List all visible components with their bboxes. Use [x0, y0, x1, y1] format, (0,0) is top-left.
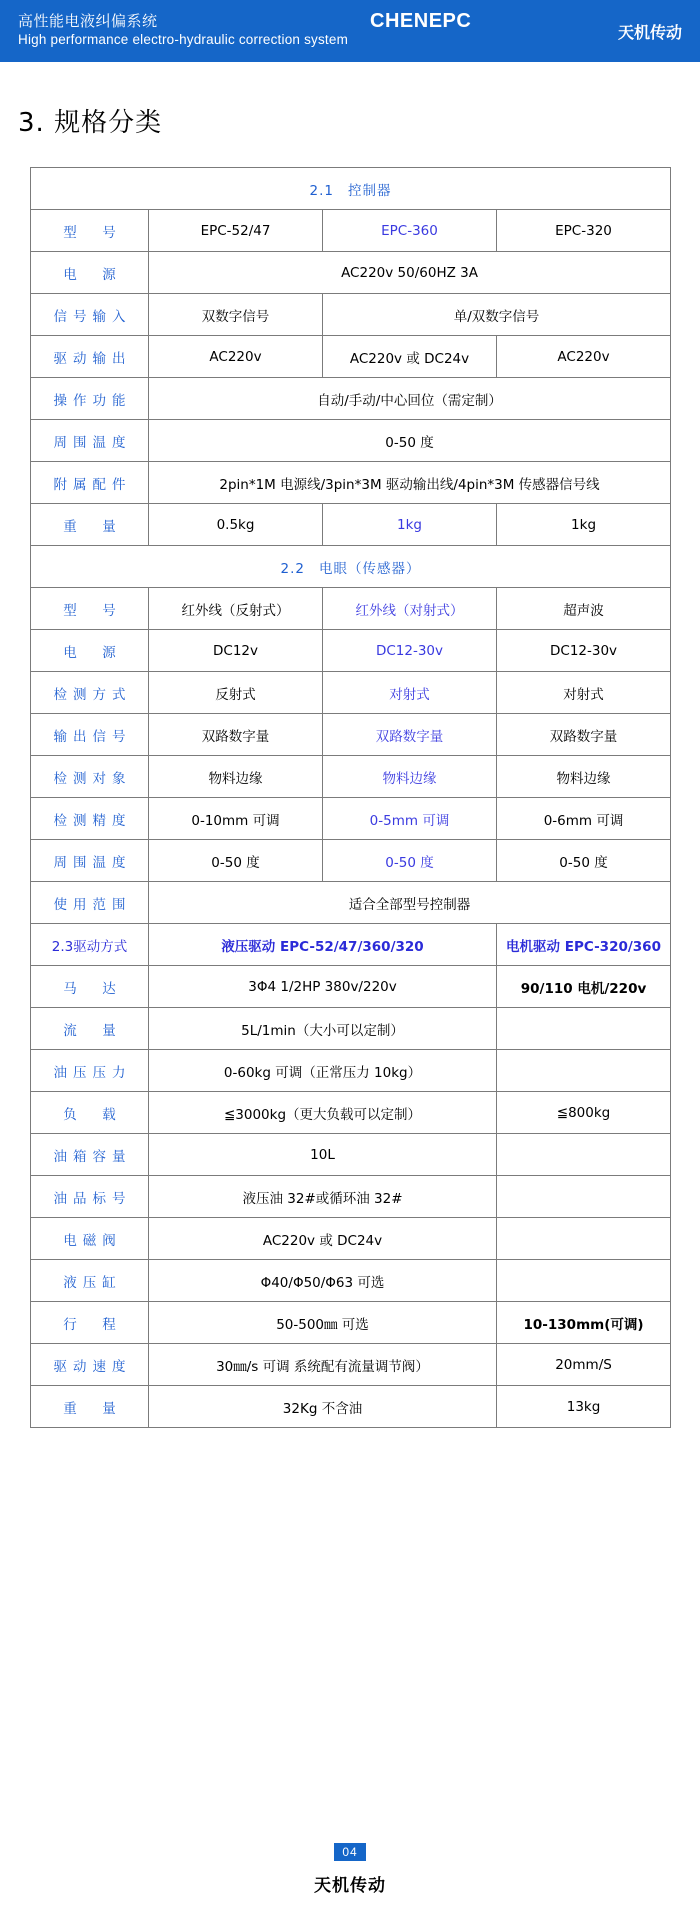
row-label: 流 量 — [31, 1008, 149, 1050]
table-row — [31, 1260, 671, 1302]
cell-value: 0-50 度 — [149, 840, 323, 882]
drive-column-motor: 电机驱动 EPC-320/360 — [497, 924, 671, 966]
cell-value: 红外线（对射式） — [323, 588, 497, 630]
cell-value: 双数字信号 — [149, 294, 323, 336]
cell-value: 双路数字量 — [323, 714, 497, 756]
cell-value: ≦3000kg（更大负载可以定制） — [149, 1092, 497, 1134]
cell-value: 适合全部型号控制器 — [149, 882, 671, 924]
row-label: 信号输入 — [31, 294, 149, 336]
table-row — [31, 840, 671, 882]
row-label: 油箱容量 — [31, 1134, 149, 1176]
cell-value: 13kg — [497, 1386, 671, 1428]
cell-value: 2pin*1M 电源线/3pin*3M 驱动输出线/4pin*3M 传感器信号线 — [149, 462, 671, 504]
spec-table-wrapper — [30, 167, 670, 1428]
table-row — [31, 1092, 671, 1134]
header-title-en: High performance electro-hydraulic correction system — [18, 31, 349, 47]
row-label: 使用范围 — [31, 882, 149, 924]
row-label: 驱动输出 — [31, 336, 149, 378]
cell-value: 1kg — [497, 504, 671, 546]
row-label: 操作功能 — [31, 378, 149, 420]
row-label: 检测对象 — [31, 756, 149, 798]
cell-value: 单/双数字信号 — [323, 294, 671, 336]
cell-value: 5L/1min（大小可以定制） — [149, 1008, 497, 1050]
cell-value: 20mm/S — [497, 1344, 671, 1386]
cell-value: 物料边缘 — [497, 756, 671, 798]
table-row — [31, 966, 671, 1008]
row-label: 输出信号 — [31, 714, 149, 756]
cell-value: 1kg — [323, 504, 497, 546]
row-label: 电磁阀 — [31, 1218, 149, 1260]
table-row — [31, 462, 671, 504]
header-company-name: 天机传动 — [617, 24, 682, 42]
row-label: 检测精度 — [31, 798, 149, 840]
table-row — [31, 336, 671, 378]
table-row — [31, 378, 671, 420]
cell-value — [497, 1134, 671, 1176]
cell-value: 0-50 度 — [497, 840, 671, 882]
row-label: 重 量 — [31, 504, 149, 546]
row-label: 电 源 — [31, 252, 149, 294]
cell-value: ≦800kg — [497, 1092, 671, 1134]
row-label: 重 量 — [31, 1386, 149, 1428]
table-row — [31, 1134, 671, 1176]
table-row — [31, 210, 671, 252]
group-header-controller — [31, 168, 671, 210]
cell-value — [497, 1260, 671, 1302]
header-title-cn: 高性能电液纠偏系统 — [18, 13, 158, 31]
table-row — [31, 798, 671, 840]
cell-value: 0-5mm 可调 — [323, 798, 497, 840]
table-row — [31, 630, 671, 672]
cell-value: 0-6mm 可调 — [497, 798, 671, 840]
footer-brand: 天机传动 — [314, 1876, 386, 1895]
cell-value: 30㎜/s 可调 系统配有流量调节阀） — [149, 1344, 497, 1386]
page-header — [0, 0, 700, 62]
row-label: 附属配件 — [31, 462, 149, 504]
cell-value: AC220v — [149, 336, 323, 378]
cell-value: EPC-320 — [497, 210, 671, 252]
row-label: 电 源 — [31, 630, 149, 672]
row-label: 检测方式 — [31, 672, 149, 714]
row-label: 油压压力 — [31, 1050, 149, 1092]
table-row — [31, 1008, 671, 1050]
cell-value: 双路数字量 — [149, 714, 323, 756]
cell-value: 32Kg 不含油 — [149, 1386, 497, 1428]
specification-table — [30, 167, 671, 1428]
group-header-drive — [31, 924, 149, 966]
drive-column-hydraulic: 液压驱动 EPC-52/47/360/320 — [149, 924, 497, 966]
cell-value: 10-130mm(可调) — [497, 1302, 671, 1344]
cell-value: 物料边缘 — [323, 756, 497, 798]
group-header-sensor — [31, 546, 671, 588]
table-row — [31, 420, 671, 462]
row-label: 周围温度 — [31, 420, 149, 462]
cell-value: AC220v 或 DC24v — [323, 336, 497, 378]
cell-value — [497, 1176, 671, 1218]
cell-value: AC220v 50/60HZ 3A — [149, 252, 671, 294]
cell-value: 对射式 — [323, 672, 497, 714]
table-row — [31, 714, 671, 756]
cell-value: EPC-52/47 — [149, 210, 323, 252]
cell-value: 0-10mm 可调 — [149, 798, 323, 840]
table-row — [31, 672, 671, 714]
header-brand-logo: CHENEPC — [370, 10, 472, 32]
cell-value: 10L — [149, 1134, 497, 1176]
cell-value: 0.5kg — [149, 504, 323, 546]
cell-value: 0-50 度 — [323, 840, 497, 882]
page-number-badge: 04 — [334, 1843, 365, 1861]
cell-value: Φ40/Φ50/Φ63 可选 — [149, 1260, 497, 1302]
cell-value: 0-60kg 可调（正常压力 10kg） — [149, 1050, 497, 1092]
cell-value: AC220v — [497, 336, 671, 378]
cell-value: 液压油 32#或循环油 32# — [149, 1176, 497, 1218]
cell-value: DC12v — [149, 630, 323, 672]
table-row — [31, 294, 671, 336]
table-group-row — [31, 168, 671, 210]
table-row — [31, 1218, 671, 1260]
cell-value: DC12-30v — [497, 630, 671, 672]
cell-value: DC12-30v — [323, 630, 497, 672]
cell-value: 50-500㎜ 可选 — [149, 1302, 497, 1344]
cell-value: 红外线（反射式） — [149, 588, 323, 630]
table-row — [31, 756, 671, 798]
cell-value: 物料边缘 — [149, 756, 323, 798]
row-label: 周围温度 — [31, 840, 149, 882]
row-label: 马 达 — [31, 966, 149, 1008]
group-number: 2.2 — [280, 560, 306, 577]
cell-value: 3Φ4 1/2HP 380v/220v — [149, 966, 497, 1008]
table-row — [31, 1386, 671, 1428]
group-number: 2.3 — [51, 938, 74, 955]
table-row — [31, 588, 671, 630]
row-label: 行 程 — [31, 1302, 149, 1344]
cell-value: 双路数字量 — [497, 714, 671, 756]
cell-value: 反射式 — [149, 672, 323, 714]
row-label: 油品标号 — [31, 1176, 149, 1218]
table-group-row — [31, 546, 671, 588]
row-label: 型 号 — [31, 588, 149, 630]
group-name: 驱动方式 — [73, 938, 128, 955]
cell-value: 自动/手动/中心回位（需定制） — [149, 378, 671, 420]
cell-value: 90/110 电机/220v — [497, 966, 671, 1008]
cell-value — [497, 1008, 671, 1050]
row-label: 型 号 — [31, 210, 149, 252]
cell-value — [497, 1218, 671, 1260]
header-titles — [18, 13, 348, 49]
row-label: 液压缸 — [31, 1260, 149, 1302]
table-row — [31, 1176, 671, 1218]
group-name: 控制器 — [348, 182, 392, 199]
cell-value: 超声波 — [497, 588, 671, 630]
cell-value: EPC-360 — [323, 210, 497, 252]
page-footer — [0, 1843, 700, 1896]
cell-value: AC220v 或 DC24v — [149, 1218, 497, 1260]
cell-value — [497, 1050, 671, 1092]
group-number: 2.1 — [309, 182, 335, 199]
table-row — [31, 1344, 671, 1386]
table-row — [31, 252, 671, 294]
table-row — [31, 504, 671, 546]
table-row — [31, 1050, 671, 1092]
group-name: 电眼（传感器） — [319, 560, 421, 577]
row-label: 驱动速度 — [31, 1344, 149, 1386]
table-group-row — [31, 924, 671, 966]
page-title: 3. 规格分类 — [18, 108, 163, 138]
table-row — [31, 882, 671, 924]
table-row — [31, 1302, 671, 1344]
cell-value: 0-50 度 — [149, 420, 671, 462]
cell-value: 对射式 — [497, 672, 671, 714]
row-label: 负 载 — [31, 1092, 149, 1134]
